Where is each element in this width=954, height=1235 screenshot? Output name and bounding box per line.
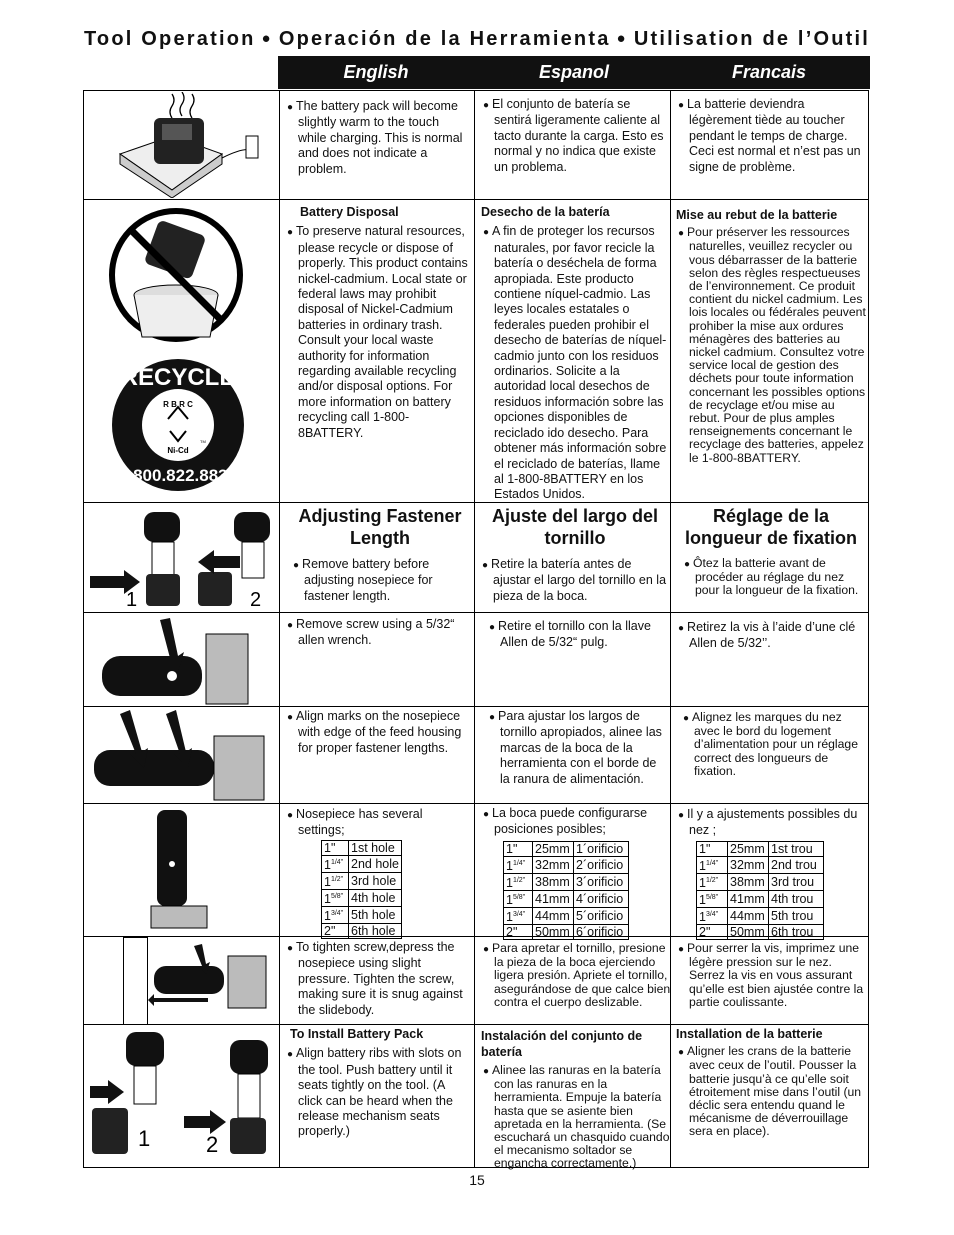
lang-spanish: Espanol xyxy=(538,62,609,82)
length-cell: $1^{3/4"}$ xyxy=(697,908,728,925)
table-row xyxy=(322,840,402,855)
setting-cell: 38mm xyxy=(728,873,769,890)
disposal-text-en: Battery Disposal ● To preserve natural resources, please recycle or dispose of properly. This product contains nickel-cadmium. Local state or federal laws may prohibit disposal of Nickel-Cadmium batteries in ordinary trash. Consult your local waste authority for information regarding available recycling and/or disposal options. For more information on battery recycling call 1-800-8BATTERY. xyxy=(285,205,470,441)
table-row xyxy=(697,841,824,856)
language-header-bar xyxy=(278,56,870,89)
disposal-text-fr: Mise au rebut de la batterie ● Pour préserver les ressources naturelles, veuillez recycler ou vous débarrasser de la batterie selon des règles respectueuses de l’environnement. Ce produit contient du nickel cadmium. Les lois locales ou fédérales peuvent prohiber la mise aux ordures ménagères des batteries au nickel cadmium. Consultez votre service local de gestion des déchets pour toute information concernant les possibles options de recyclage et/ou mise au rebut. Pour de plus amples renseignements concernant le recyclage des batteries, appelez le 1-800-8BATTERY. xyxy=(676,209,867,465)
row-divider xyxy=(83,199,869,200)
length-cell: 1" xyxy=(322,840,349,855)
setting-cell: 32mm xyxy=(728,856,769,873)
seal-rbrc-text: R B R C xyxy=(163,400,193,409)
setting-cell: 5th trou xyxy=(769,908,824,925)
align-text-es: ● Para ajustar los largos de tornillo apropiados, alinee las marcas de la boca de la herramienta con el borde de la ranura de alimentación. xyxy=(487,709,669,787)
setting-cell: 1st hole xyxy=(349,840,402,855)
length-cell: 2" xyxy=(322,924,349,939)
table-row xyxy=(504,891,629,908)
nosepiece-illustration xyxy=(145,808,215,932)
align-text-fr: ● Alignez les marques du nez avec le bord du logement d’alimentation pour un réglage correct des longueurs de fixation. xyxy=(681,711,867,778)
setting-cell: 1st trou xyxy=(769,841,824,856)
setting-cell: 1´orificio xyxy=(574,841,629,856)
warm-text-fr: ● La batterie deviendra légèrement tiède au toucher pendant le temps de charge. Ceci est normal et n’est pas un signe de problème. xyxy=(676,97,866,175)
setting-cell: 6th trou xyxy=(769,925,824,940)
screw-text-fr: ● Retirez la vis à l’aide d’une clé Allen de 5/32’’. xyxy=(676,620,866,652)
settings-text-es: ● La boca puede configurarse posiciones posibles; 1" 25mm 1´orificio $1^{1/4"}$ 32mm 2´orificio $1^{1/2"}$ 38mm 3´orificio $1^{5/8"}$ 41mm 4´orificio $1^{3/4"}$ 44mm 5´orificio 2" 50mm 6´orificio xyxy=(481,806,671,940)
length-cell: $1^{1/4"}$ xyxy=(697,856,728,873)
disposal-heading-en: Battery Disposal xyxy=(300,205,399,219)
setting-cell: 41mm xyxy=(728,891,769,908)
screw-text-es: ● Retire el tornillo con la llave Allen de 5/32“ pulg. xyxy=(487,619,669,651)
step-2-label: 2 xyxy=(250,589,262,608)
title-english: Tool Operation xyxy=(84,28,256,50)
row-divider xyxy=(83,612,869,613)
tighten-text-fr: ● Pour serrer la vis, imprimez une légère pression sur le nez. Serrez la vis en vous assurant qu’elle est bien ajustée contre la partie coulissante. xyxy=(676,942,866,1009)
table-row xyxy=(697,925,824,940)
settings-text-en: ● Nosepiece has several settings; 1" 1st hole $1^{1/4"}$ 2nd hole $1^{1/2"}$ 3rd hole $1^{5/8"}$ 4th hole $1^{3/4"}$ 5th hole 2" 6th hole xyxy=(285,807,471,939)
step-1-label: 1 xyxy=(126,589,138,608)
length-cell: $1^{1/4"}$ xyxy=(322,855,349,872)
length-cell: $1^{1/2"}$ xyxy=(504,873,533,890)
warm-text-es: ● El conjunto de batería se sentirá ligeramente caliente al tacto durante la carga. Esto es normal y no indica que existe un problema. xyxy=(481,97,669,175)
adjust-heading-fr: Réglage de la longueur de fixation xyxy=(684,506,857,548)
column-divider xyxy=(279,90,280,1168)
install-text-es: Instalación del conjunto de batería ● Alinee las ranuras en la batería con las ranuras en la herramienta. Empuje la batería hasta que se asiente bien apretada en la herramienta. (Se escuchará un chasquido cuando el mecanismo soltador se engancha correctamente.) xyxy=(481,1028,671,1171)
length-cell: 1" xyxy=(697,841,728,856)
setting-cell: 3rd trou xyxy=(769,873,824,890)
length-cell: $1^{5/8"}$ xyxy=(322,890,349,907)
length-cell: 2" xyxy=(697,925,728,940)
length-cell: 2" xyxy=(504,925,533,940)
step-1-label: 1 xyxy=(138,1126,151,1151)
table-row xyxy=(697,856,824,873)
install-heading-fr: Installation de la batterie xyxy=(676,1027,823,1041)
tighten-screw-illustration xyxy=(148,942,270,1018)
install-heading-en: To Install Battery Pack xyxy=(290,1027,424,1041)
length-cell: $1^{1/2"}$ xyxy=(322,872,349,889)
charger-illustration xyxy=(112,92,272,198)
warm-text-en: ● The battery pack will become slightly warm to the touch while charging. This is normal and does not indicate a problem. xyxy=(285,99,469,177)
setting-cell: 4th hole xyxy=(349,890,402,907)
setting-cell: 38mm xyxy=(533,873,574,890)
align-text-en: ● Align marks on the nosepiece with edge of the feed housing for proper fastener lengths. xyxy=(285,709,471,756)
tighten-text-es: ● Para apretar el tornillo, presione la pieza de la boca ejerciendo ligera presión. Apriete el tornillo, asegurándose de que calce bien contra el cuerpo deslizable. xyxy=(481,942,671,1009)
page-title xyxy=(0,28,954,51)
setting-cell: 2nd hole xyxy=(349,855,402,872)
length-cell: $1^{1/2"}$ xyxy=(697,873,728,890)
adjust-heading-es: Ajuste del largo del tornillo xyxy=(491,506,659,548)
length-cell: $1^{5/8"}$ xyxy=(697,891,728,908)
adjust-heading-en: Adjusting Fastener Length xyxy=(298,506,462,548)
row-divider xyxy=(83,706,869,707)
table-row xyxy=(322,890,402,907)
step-2-label: 2 xyxy=(206,1132,219,1157)
adjust-text-en: Adjusting Fastener Length ● Remove battery before adjusting nosepiece for fastener length. xyxy=(285,505,475,604)
setting-cell: 25mm xyxy=(728,841,769,856)
install-text-fr: Installation de la batterie ● Aligner les crans de la batterie avec ceux de l’outil. Pousser la batterie jusqu’à ce qu’elle soit étroitement mise dans l’outil (un déclic sera entendu quand le mécanisme de déverrouillage sera en place). xyxy=(676,1028,866,1139)
settings-table-fr xyxy=(696,841,824,941)
adjust-text-fr: Réglage de la longueur de fixation ● Ôtez la batterie avant de procéder au réglage du nez pour la longueur de la fixation. xyxy=(676,505,866,598)
disposal-heading-es: Desecho de la batería xyxy=(481,205,610,219)
adjust-text-es: Ajuste del largo del tornillo ● Retire la batería antes de ajustar el largo del tornillo en la pieza de la boca. xyxy=(480,505,670,604)
seal-tm-text: TM xyxy=(200,439,206,444)
lang-french: Francais xyxy=(731,62,807,82)
setting-cell: 4th trou xyxy=(769,891,824,908)
table-row xyxy=(322,855,402,872)
setting-cell: 44mm xyxy=(533,908,574,925)
seal-phone-text: 1.800.822.8837 xyxy=(118,466,238,485)
table-row xyxy=(504,873,629,890)
length-cell: 1" xyxy=(504,841,533,856)
table-row xyxy=(697,873,824,890)
table-row xyxy=(697,908,824,925)
no-trash-icon xyxy=(106,205,246,345)
settings-text-fr: ● Il y a ajustements possibles du nez ; 1" 25mm 1st trou $1^{1/4"}$ 32mm 2nd trou $1^{1/2"}$ 38mm 3rd trou $1^{5/8"}$ 41mm 4th trou $1^{3/4"}$ 44mm 5th trou 2" 50mm 6th trou xyxy=(676,807,866,940)
table-row xyxy=(504,856,629,873)
setting-cell: 50mm xyxy=(533,925,574,940)
setting-cell: 50mm xyxy=(728,925,769,940)
seal-nicd-text: Ni-Cd xyxy=(167,446,189,455)
title-spanish: Operación de la Herramienta xyxy=(278,28,611,50)
remove-battery-illustration xyxy=(90,508,276,608)
length-cell: $1^{3/4"}$ xyxy=(322,907,349,924)
screw-text-en: ● Remove screw using a 5/32“ allen wrench. xyxy=(285,617,471,649)
title-french: Utilisation de l’Outil xyxy=(633,28,870,50)
row-divider xyxy=(83,502,869,503)
column-divider xyxy=(474,90,475,1168)
install-heading-es: Instalación del conjunto de batería xyxy=(481,1029,643,1059)
setting-cell: 3´orificio xyxy=(574,873,629,890)
setting-cell: 2´orificio xyxy=(574,856,629,873)
setting-cell: 25mm xyxy=(533,841,574,856)
length-cell: $1^{5/8"}$ xyxy=(504,891,533,908)
length-cell: $1^{1/4"}$ xyxy=(504,856,533,873)
settings-table-es xyxy=(503,841,629,941)
setting-cell: 4´orificio xyxy=(574,891,629,908)
setting-cell: 3rd hole xyxy=(349,872,402,889)
title-separator: ● xyxy=(616,30,628,47)
table-row xyxy=(322,907,402,924)
length-cell: $1^{3/4"}$ xyxy=(504,908,533,925)
setting-cell: 6´orificio xyxy=(574,925,629,940)
setting-cell: 5th hole xyxy=(349,907,402,924)
disposal-text-es: Desecho de la batería ● A fin de proteger los recursos naturales, por favor recicle la batería o deséchela de forma apropiada. Este producto contiene níquel-cadmio. Las leyes locales estatales o federales pueden prohibir el desecho de baterías de níquel-cadmio junto con los residuos ordinarios. Solicite a la autoridad local desechos de residuos información sobre las opciones disponibles de reciclado ido desecho. Para obtener más información sobre el reciclado de baterías, llame al 1-800-8BATTERY en los Estados Unidos. xyxy=(481,205,668,503)
table-row xyxy=(504,908,629,925)
table-row xyxy=(504,841,629,856)
lang-english: English xyxy=(343,62,409,82)
install-text-en: To Install Battery Pack ● Align battery ribs with slots on the tool. Push battery until it seats tightly on the tool. (A click can be heard when the release mechanism seats properly.) xyxy=(285,1027,471,1140)
row-divider xyxy=(83,1024,869,1025)
settings-table-en xyxy=(321,840,402,940)
seal-recycle-text: RECYCLE xyxy=(120,364,236,391)
setting-cell: 32mm xyxy=(533,856,574,873)
setting-cell: 6th hole xyxy=(349,924,402,939)
tighten-text-en: ● To tighten screw,depress the nosepiece using slight pressure. Tighten the screw, making sure it is snug against the slidebody. xyxy=(285,940,471,1018)
align-marks-illustration xyxy=(90,708,270,804)
table-row xyxy=(322,872,402,889)
illustration-frame xyxy=(123,937,148,1025)
table-row xyxy=(322,924,402,939)
disposal-heading-fr: Mise au rebut de la batterie xyxy=(676,208,838,222)
page-number: 15 xyxy=(469,1172,485,1188)
setting-cell: 44mm xyxy=(728,908,769,925)
remove-screw-illustration xyxy=(98,616,258,706)
setting-cell: 2nd trou xyxy=(769,856,824,873)
install-battery-illustration xyxy=(86,1030,276,1160)
table-row xyxy=(504,925,629,940)
setting-cell: 5´orificio xyxy=(574,908,629,925)
rbrc-recycle-seal xyxy=(108,355,248,495)
setting-cell: 41mm xyxy=(533,891,574,908)
title-separator: ● xyxy=(261,30,273,47)
table-row xyxy=(697,891,824,908)
